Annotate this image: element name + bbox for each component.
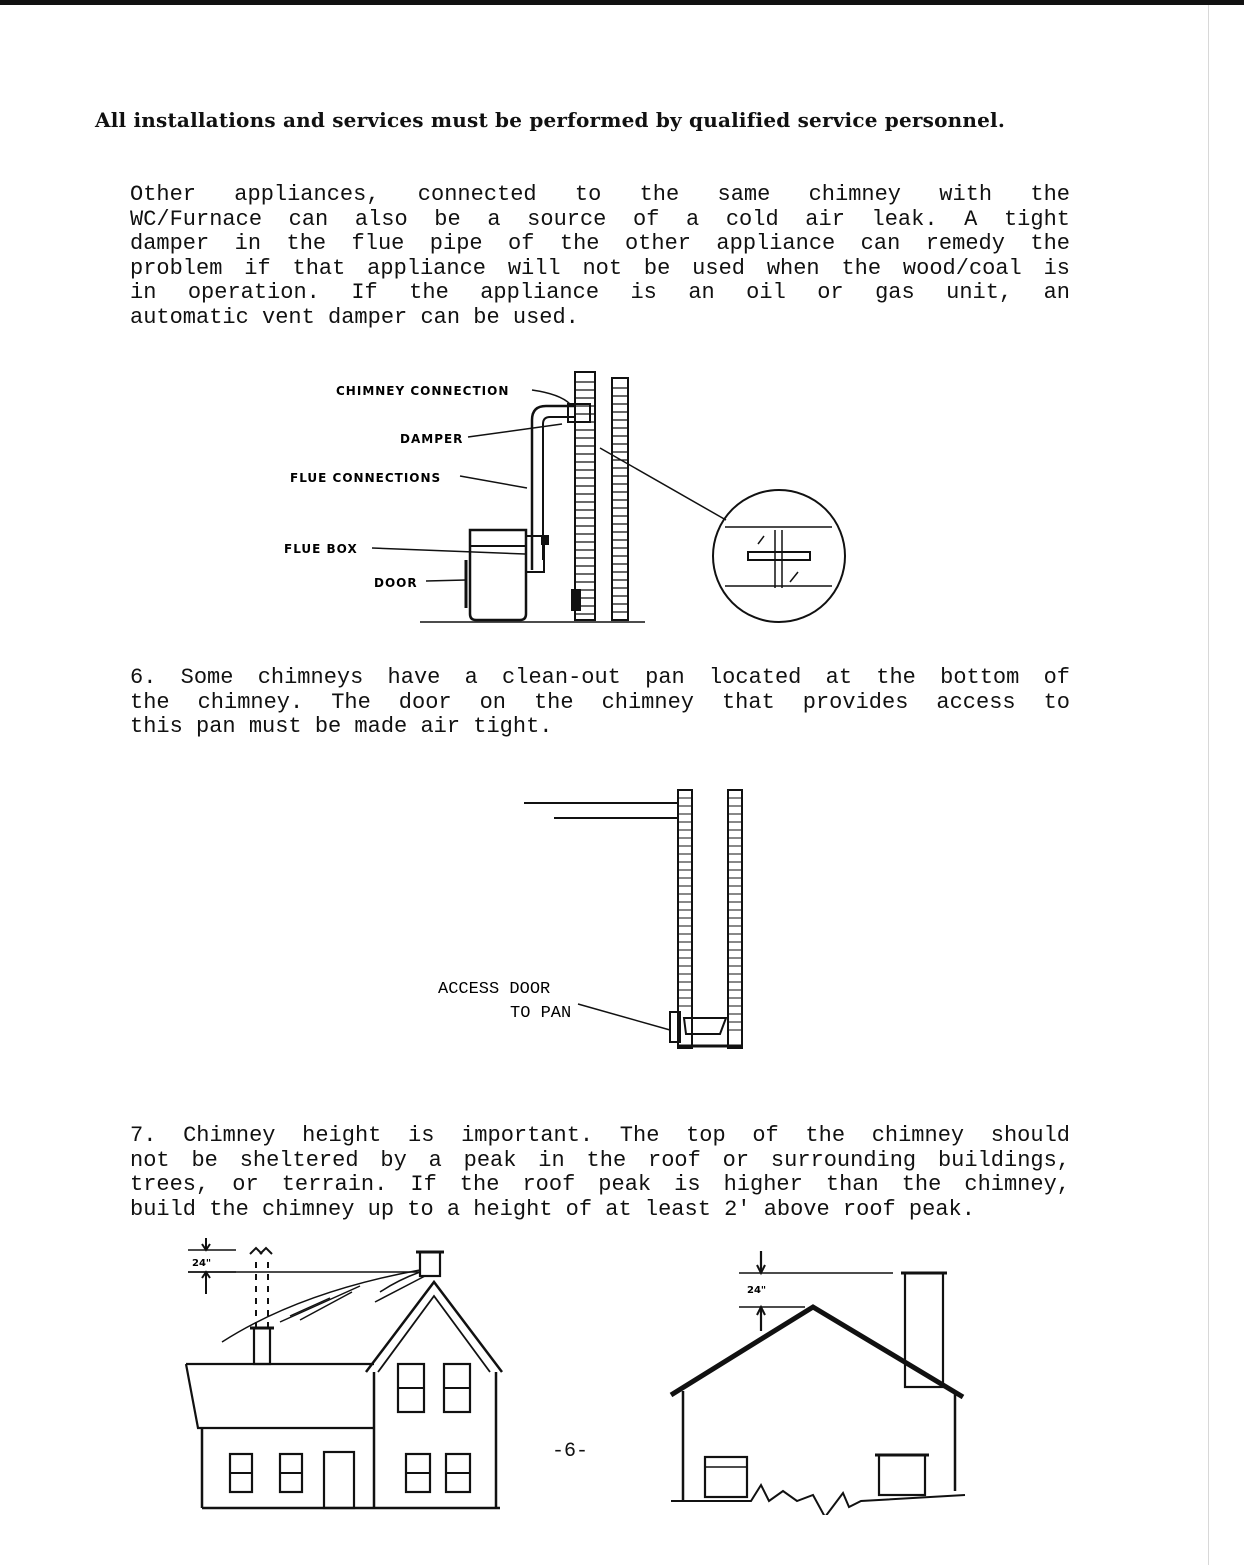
page-number: -6- [552, 1440, 589, 1463]
page-top-border [0, 0, 1244, 5]
label-left-24in: 24" [192, 1258, 212, 1269]
paragraph-line: 7. Chimney height is important. The top of the chimney should [130, 1123, 1070, 1148]
chimney-brick-hatch [678, 798, 742, 1030]
house-door [324, 1452, 354, 1508]
paragraph-other-appliances [130, 183, 1070, 330]
damper-detail-circle [713, 490, 845, 622]
paragraph-line: the chimney. The door on the chimney that provides access to [130, 689, 1070, 715]
stove-body [470, 530, 526, 620]
paragraph-cleanout-pan [130, 666, 1070, 740]
paragraph-line: this pan must be made air tight. [130, 714, 553, 739]
paragraph-line: trees, or terrain. If the roof peak is higher than the chimney, [130, 1172, 1070, 1197]
paragraph-line: problem if that appliance will not be used when the wood/coal is [130, 255, 1070, 281]
flue-pipe-outer [532, 406, 575, 570]
paragraph-line: Other appliances, connected to the same chimney with the [130, 182, 1070, 207]
page-right-edge [1208, 5, 1209, 1565]
safety-warning: All installations and services must be performed by qualified service personnel. [95, 108, 1006, 132]
flue-pipe-entry [524, 803, 678, 818]
tall-chimney [420, 1252, 440, 1276]
cleanout-pan-diagram [430, 778, 760, 1058]
chimney-right-wall [612, 378, 628, 620]
paragraph-line: WC/Furnace can also be a source of a cold air leak. A tight [130, 206, 1070, 232]
label-to-pan: TO PAN [510, 1004, 572, 1023]
chimney-connection-diagram [270, 360, 870, 640]
label-chimney-connection: CHIMNEY CONNECTION [336, 384, 510, 398]
chimney-left-wall [575, 372, 595, 620]
paragraph-line: in operation. If the appliance is an oil or gas unit, an [130, 280, 1070, 305]
label-damper: DAMPER [400, 432, 464, 446]
label-flue-connections: FLUE CONNECTIONS [290, 471, 442, 485]
paragraph-line: not be sheltered by a peak in the roof or surrounding buildings, [130, 1147, 1070, 1173]
paragraph-line: build the chimney up to a height of at least 2' above roof peak. [130, 1196, 975, 1222]
house-diagram-left [180, 1232, 520, 1517]
label-door: DOOR [374, 576, 418, 590]
paragraph-line: 6. Some chimneys have a clean-out pan located at the bottom of [130, 665, 1070, 690]
chimney-cleanout-door [572, 590, 580, 610]
house-diagram-right [665, 1245, 975, 1515]
paragraph-line: automatic vent damper can be used. [130, 304, 579, 330]
paragraph-chimney-height [130, 1124, 1070, 1222]
cleanout-pan [684, 1018, 726, 1034]
chimney-brick-hatch [575, 382, 628, 614]
chimney-right-wall [728, 790, 742, 1048]
roof [671, 1307, 963, 1397]
short-chimney [254, 1328, 270, 1364]
window-right [879, 1455, 925, 1495]
label-flue-box: FLUE BOX [284, 542, 358, 556]
paragraph-line: damper in the flue pipe of the other appliance can remedy the [130, 231, 1070, 256]
chimney [905, 1273, 943, 1387]
chimney-left-wall [678, 790, 692, 1048]
window-left [705, 1457, 747, 1497]
label-access-door: ACCESS DOOR [438, 980, 551, 999]
label-right-24in: 24" [747, 1285, 767, 1296]
